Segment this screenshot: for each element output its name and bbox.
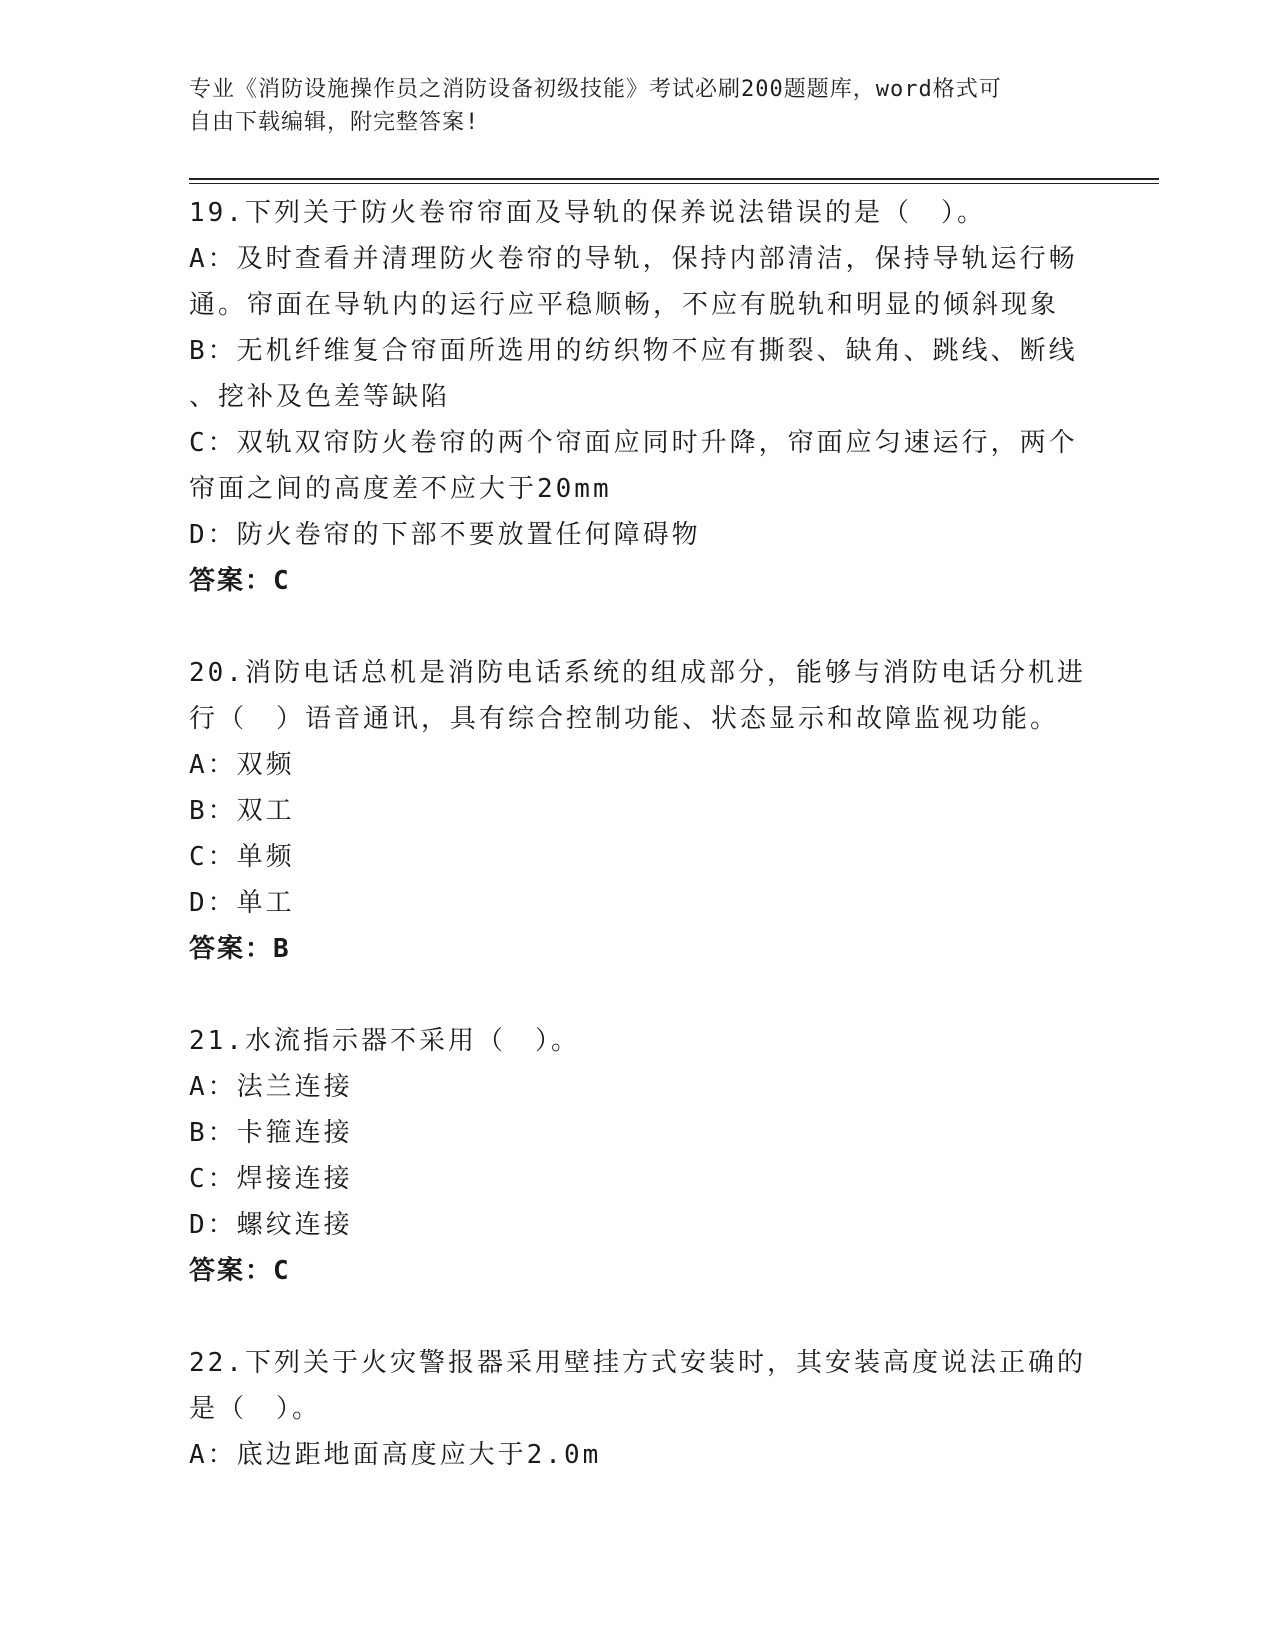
option-d: D：防火卷帘的下部不要放置任何障碍物 xyxy=(189,520,701,550)
spacer xyxy=(189,604,1089,650)
option-d: D：螺纹连接 xyxy=(189,1210,353,1240)
question-stem-continued: 行（ ）语音通讯，具有综合控制功能、状态显示和故障监视功能。 xyxy=(189,704,1060,734)
option-a: A：双频 xyxy=(189,750,295,780)
header-divider-thin xyxy=(189,183,1159,184)
question-stem: 20.消防电话总机是消防电话系统的组成部分，能够与消防电话分机进 xyxy=(189,658,1086,688)
question-stem: 19.下列关于防火卷帘帘面及导轨的保养说法错误的是（ ）。 xyxy=(189,198,986,228)
option-c-continued: 帘面之间的高度差不应大于20mm xyxy=(189,474,612,504)
question-21 xyxy=(189,1018,1089,1294)
question-stem: 21.水流指示器不采用（ ）。 xyxy=(189,1026,580,1056)
spacer xyxy=(189,972,1089,1018)
spacer xyxy=(189,1294,1089,1340)
option-c: C：双轨双帘防火卷帘的两个帘面应同时升降，帘面应匀速运行，两个 xyxy=(189,428,1078,458)
header-divider-thick xyxy=(189,178,1159,180)
header-line-2: 自由下载编辑，附完整答案! xyxy=(189,110,480,135)
header-line-1: 专业《消防设施操作员之消防设备初级技能》考试必刷200题题库，word格式可 xyxy=(189,77,1002,102)
question-stem: 22.下列关于火灾警报器采用壁挂方式安装时，其安装高度说法正确的 xyxy=(189,1348,1086,1378)
option-b-continued: 、挖补及色差等缺陷 xyxy=(189,382,451,412)
option-d: D：单工 xyxy=(189,888,295,918)
question-list xyxy=(189,190,1089,1478)
answer: 答案：C xyxy=(189,566,291,596)
question-19 xyxy=(189,190,1089,604)
answer: 答案：C xyxy=(189,1256,291,1286)
option-b: B：双工 xyxy=(189,796,295,826)
option-b: B：无机纤维复合帘面所选用的纺织物不应有撕裂、缺角、跳线、断线 xyxy=(189,336,1078,366)
option-a: A：及时查看并清理防火卷帘的导轨，保持内部清洁，保持导轨运行畅 xyxy=(189,244,1078,274)
option-a: A：法兰连接 xyxy=(189,1072,353,1102)
option-a: A：底边距地面高度应大于2.0m xyxy=(189,1440,602,1470)
answer: 答案：B xyxy=(189,934,291,964)
document-header xyxy=(189,73,1069,139)
question-22 xyxy=(189,1340,1089,1478)
option-c: C：单频 xyxy=(189,842,295,872)
question-stem-continued: 是（ ）。 xyxy=(189,1394,322,1424)
option-b: B：卡箍连接 xyxy=(189,1118,353,1148)
option-a-continued: 通。帘面在导轨内的运行应平稳顺畅，不应有脱轨和明显的倾斜现象 xyxy=(189,290,1060,320)
option-c: C：焊接连接 xyxy=(189,1164,353,1194)
question-20 xyxy=(189,650,1089,972)
